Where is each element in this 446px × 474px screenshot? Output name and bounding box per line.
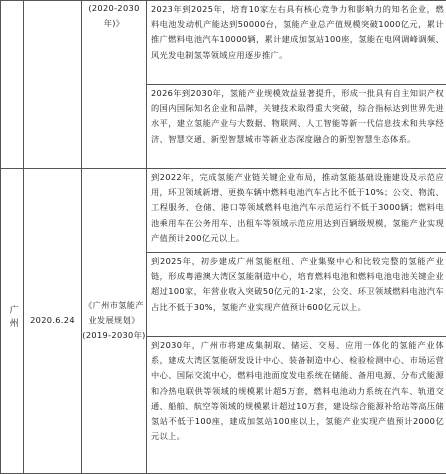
goal-content-cell: 到2025年，初步建成广州氢能枢纽、产业集聚中心和比较完整的氢能产业链，形成粤港澳大湾区氢能制造中心，培育燃料电池和燃料电池电池关键企业超过100家，年营业收入突破50亿元的1-2家，公交、环卫领域燃料电池汽车占比不低于30%，氢能产业实现产值预计600亿元以上。 (147, 253, 446, 337)
goal-content-cell: 到2022年，完成氢能产业链关键企业布局，推动氢能基础设施建设及示范应用，环卫领域新增、更换车辆中燃料电池汽车占比不低于10%；公交、物流、工程服务、仓储、港口等领域燃料电池汽车示范运行不低于3000辆；燃料电池乘用车在公务用车、出租车等领域示范应用达到百辆级规模，氢能产业实现产值预计200亿元以上。 (147, 169, 446, 253)
document-cell (82, 1, 147, 169)
document-period: (2019-2030年) (82, 328, 146, 343)
goal-content-cell: 2023年到2025年，培育10家左右具有核心竞争力和影响力的知名企业，燃料电池发动机产能达到50000台，氢能产业总产值规模突破1000亿元，累计推广燃料电池汽车10000辆，累计建成加氢站100座，氢能在电网调峰调频、风光发电制氢等领域应用逐步推广。 (147, 1, 446, 85)
table-row (1, 169, 446, 253)
date-cell (24, 1, 82, 169)
goal-content-cell: 2026年到2030年，氢能产业规模效益显著提升，形成一批具有自主知识产权的国内国际知名企业和品牌，关键技术取得重大突破，综合指标达到世界先进水平，建立氢能产业与大数据、物联网、人工智能等新一代信息技术和共享经济、智慧交通、新型智慧城市等新业态深度融合的新型智慧生态体系。 (147, 85, 446, 169)
document-title: 《广州市氢能产业发展规划》 (82, 298, 146, 328)
date-cell: 2020.6.24 (24, 169, 82, 474)
region-name: 广州 (4, 305, 19, 331)
table-row (1, 1, 446, 85)
goal-content-cell: 到2030年，广州市将建成集制取、储运、交易、应用一体化的氢能产业体系，建成大湾区氢能研发设计中心、装备制造中心、检验检测中心、市场运营中心、国际交流中心，燃料电池面度发电系统在储能、备用电源、分布式能源和冷热电联供等领域的规模累计超5万套，燃料电池动力系统在汽车、轨道交通、船舶、航空等领域的规模累计超过10万套，建设综合能源补给站等高压储氢站不低于100座，建成加氢站100座以上，氢能产业实现产值预计2000亿元以上。 (147, 337, 446, 474)
document-name (82, 298, 146, 343)
region-cell (1, 169, 24, 474)
document-name (82, 1, 146, 31)
document-period: (2020-2030年)》 (82, 1, 146, 31)
region-cell (1, 1, 24, 169)
document-cell (82, 169, 147, 474)
